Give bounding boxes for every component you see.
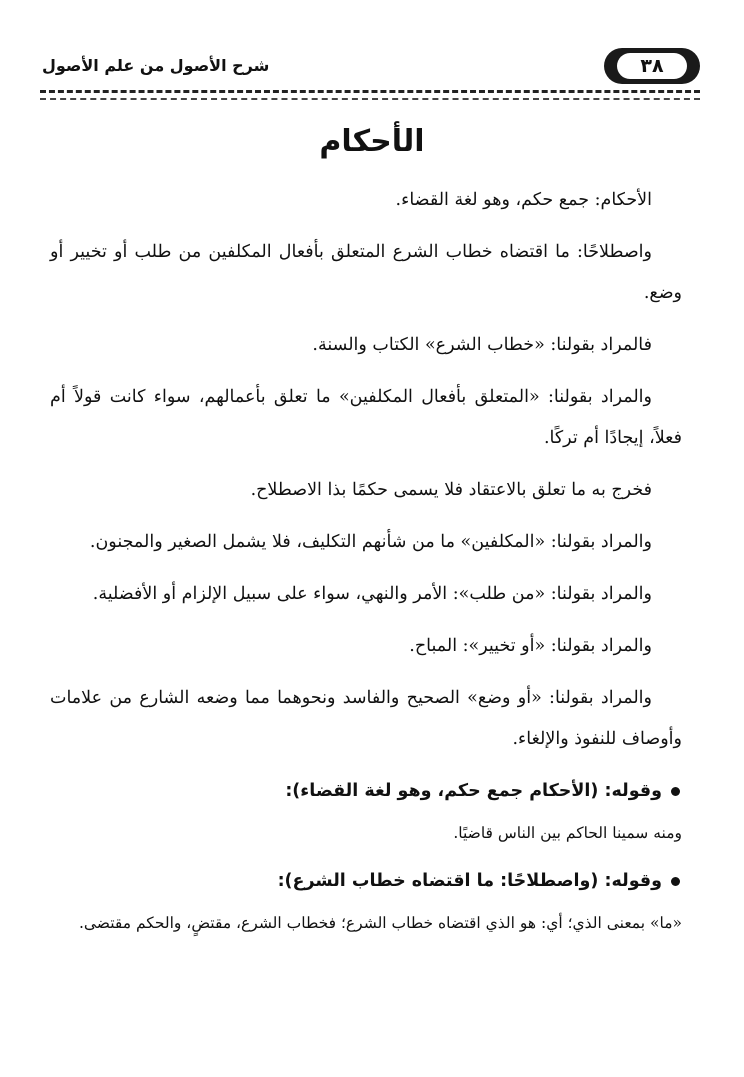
commentary-heading-text: وقوله: (واصطلاحًا: ما اقتضاه خطاب الشرع):	[277, 871, 662, 891]
bullet-icon	[671, 787, 680, 796]
header-divider	[40, 90, 700, 93]
running-title: شرح الأصول من علم الأصول	[42, 56, 270, 75]
paragraph: والمراد بقولنا: «المكلفين» ما من شأنهم التكليف، فلا يشمل الصغير والمجنون.	[89, 532, 652, 552]
commentary-text: ومنه سمينا الحاكم بين الناس قاضيًا.	[453, 824, 682, 842]
paragraph: والمراد بقولنا: «أو وضع» الصحيح والفاسد ونحوهما مما وضعه الشارع من علامات وأوصاف للنفوذ والإلغاء.	[50, 688, 682, 749]
paragraph: والمراد بقولنا: «أو تخيير»: المباح.	[409, 636, 652, 656]
paragraph: واصطلاحًا: ما اقتضاه خطاب الشرع المتعلق بأفعال المكلفين من طلب أو تخيير أو وضع.	[50, 242, 682, 303]
bullet-icon	[671, 877, 680, 886]
page-header	[40, 44, 700, 106]
commentary-heading	[50, 772, 682, 810]
paragraph: الأحكام: جمع حكم، وهو لغة القضاء.	[395, 190, 652, 210]
main-text	[50, 180, 682, 948]
commentary-text: «ما» بمعنى الذي؛ أي: هو الذي اقتضاه خطاب الشرع؛ فخطاب الشرع، مقتضٍ، والحكم مقتضى.	[78, 914, 682, 932]
chapter-title: الأحكام	[319, 124, 425, 159]
commentary-heading	[50, 862, 682, 900]
commentary-heading-text: وقوله: (الأحكام جمع حكم، وهو لغة القضاء):	[285, 781, 662, 801]
paragraph: والمراد بقولنا: «من طلب»: الأمر والنهي، سواء على سبيل الإلزام أو الأفضلية.	[92, 584, 652, 604]
paragraph: والمراد بقولنا: «المتعلق بأفعال المكلفين» ما تعلق بأعمالهم، سواء كانت قولاً أم فعلاً، إيجادًا أم تركًا.	[50, 387, 682, 448]
paragraph: فالمراد بقولنا: «خطاب الشرع» الكتاب والسنة.	[312, 335, 652, 355]
page-number: ٣٨	[617, 53, 687, 79]
page-number-badge	[604, 48, 700, 84]
header-divider-secondary	[40, 98, 700, 100]
paragraph: فخرج به ما تعلق بالاعتقاد فلا يسمى حكمًا بذا الاصطلاح.	[250, 480, 652, 500]
